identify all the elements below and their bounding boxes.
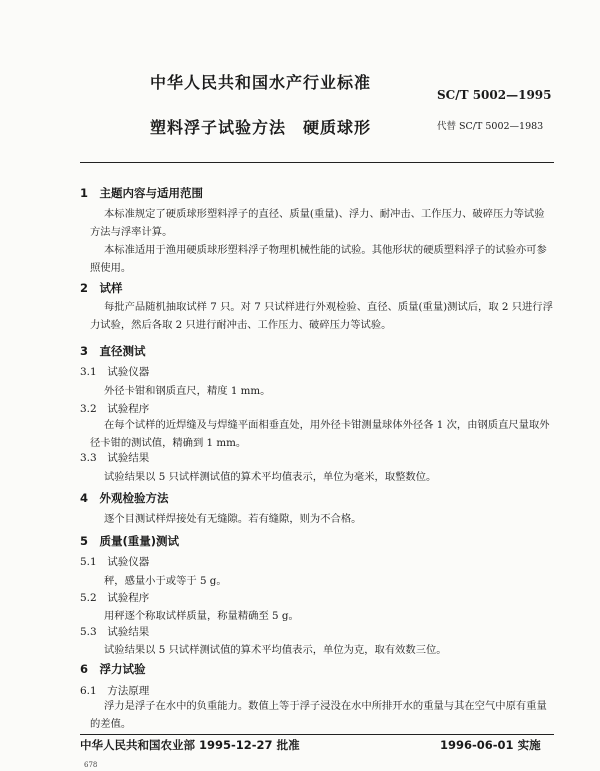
replaces-standard: 代替 SC/T 5002—1983 bbox=[437, 121, 544, 132]
section-6-1-body: 浮力是浮子在水中的负重能力。数值上等于浮子浸没在水中所排开水的重量与其在空气中原有重量的差值。 bbox=[90, 700, 547, 730]
section-5-2-body: 用秤逐个称取试样质量，称量精确至 5 g。 bbox=[104, 610, 299, 622]
section-3-3-body: 试验结果以 5 只试样测试值的算术平均值表示，单位为毫米，取整数位。 bbox=[104, 471, 437, 483]
standard-number: SC/T 5002—1995 bbox=[437, 88, 552, 102]
section-3-1-heading: 3.1 试验仪器 bbox=[80, 366, 150, 378]
section-3-3-heading: 3.3 试验结果 bbox=[80, 452, 150, 464]
section-3-1-body: 外径卡钳和钢质直尺，精度 1 mm。 bbox=[104, 385, 271, 397]
section-1-heading: 1 主题内容与适用范围 bbox=[80, 186, 204, 200]
effective-date: 1996-06-01 实施 bbox=[440, 738, 541, 752]
section-6-1-heading: 6.1 方法原理 bbox=[80, 685, 150, 697]
section-2-heading: 2 试样 bbox=[80, 281, 123, 295]
section-5-3-heading: 5.3 试验结果 bbox=[80, 626, 150, 638]
section-5-heading: 5 质量(重量)测试 bbox=[80, 534, 180, 548]
section-4-heading: 4 外观检验方法 bbox=[80, 491, 169, 505]
section-5-3-body: 试验结果以 5 只试样测试值的算术平均值表示，单位为克，取有效数三位。 bbox=[104, 644, 447, 656]
header-rule bbox=[80, 162, 554, 163]
approval-line: 中华人民共和国农业部 1995-12-27 批准 bbox=[80, 738, 300, 752]
section-3-2-heading: 3.2 试验程序 bbox=[80, 403, 150, 415]
document-title: 塑料浮子试验方法 硬质球形 bbox=[150, 118, 372, 137]
section-6-heading: 6 浮力试验 bbox=[80, 662, 146, 676]
page-number: 678 bbox=[84, 761, 98, 769]
section-5-1-heading: 5.1 试验仪器 bbox=[80, 556, 150, 568]
section-3-2-body: 在每个试样的近焊缝及与焊缝平面相垂直处，用外径卡钳测量球体外径各 1 次，由钢质直尺量取外径卡钳的测试值，精确到 1 mm。 bbox=[90, 419, 550, 449]
section-2-para-1: 每批产品随机抽取试样 7 只。对 7 只试样进行外观检验、直径、质量(重量)测试后，取 2 只进行浮力试验，然后各取 2 只进行耐冲击、工作压力、破碎压力等试验。 bbox=[90, 301, 553, 331]
footer-rule bbox=[80, 734, 554, 735]
section-5-1-body: 秤，感量小于或等于 5 g。 bbox=[104, 575, 227, 587]
section-1-para-2: 本标准适用于渔用硬质球形塑料浮子物理机械性能的试验。其他形状的硬质塑料浮子的试验亦可参照使用。 bbox=[90, 244, 547, 274]
section-1-para-1: 本标准规定了硬质球形塑料浮子的直径、质量(重量)、浮力、耐冲击、工作压力、破碎压力等试验方法与浮率计算。 bbox=[90, 208, 545, 238]
issuing-organization: 中华人民共和国水产行业标准 bbox=[150, 73, 372, 92]
section-5-2-heading: 5.2 试验程序 bbox=[80, 592, 150, 604]
section-4-body: 逐个目测试样焊接处有无缝隙。若有缝隙，则为不合格。 bbox=[104, 513, 362, 525]
section-3-heading: 3 直径测试 bbox=[80, 344, 146, 358]
